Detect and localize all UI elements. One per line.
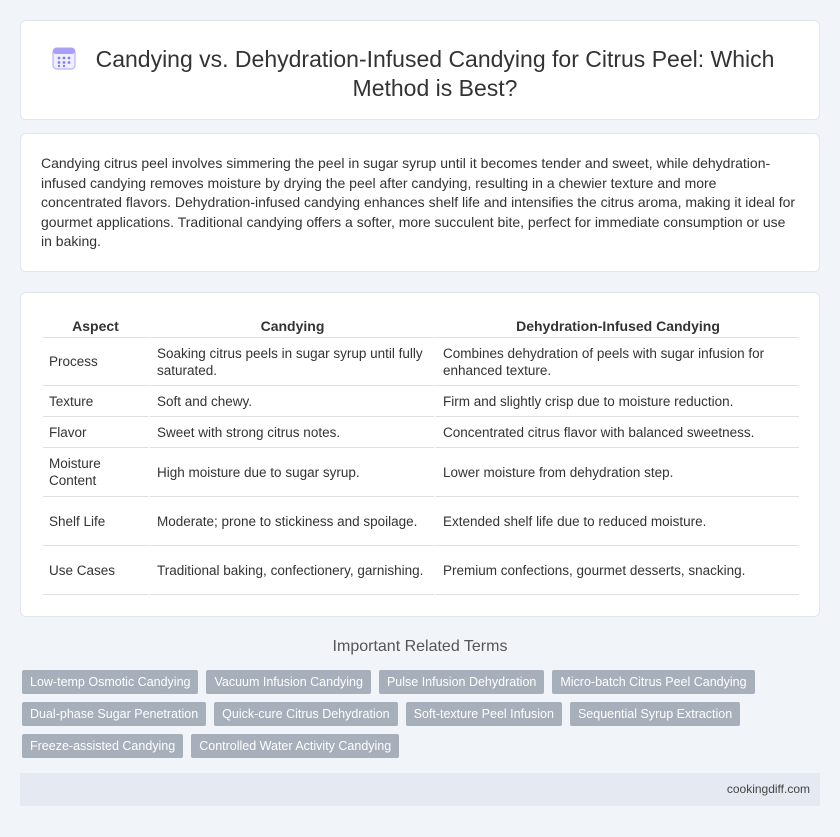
related-term-tag[interactable]: Pulse Infusion Dehydration bbox=[379, 670, 544, 694]
table-row bbox=[43, 448, 799, 497]
comparison-table bbox=[43, 313, 799, 595]
cell-candying: High moisture due to sugar syrup. bbox=[148, 448, 434, 497]
intro-card bbox=[20, 133, 820, 272]
footer bbox=[20, 773, 820, 806]
title-card bbox=[20, 20, 820, 120]
cell-candying: Sweet with strong citrus notes. bbox=[148, 417, 434, 448]
table-row bbox=[43, 338, 799, 386]
cell-candying: Soft and chewy. bbox=[148, 386, 434, 417]
table-row bbox=[43, 497, 799, 546]
cell-candying: Traditional baking, confectionery, garnishing. bbox=[148, 546, 434, 595]
cell-aspect: Texture bbox=[43, 386, 148, 417]
related-term-tag[interactable]: Vacuum Infusion Candying bbox=[206, 670, 370, 694]
table-header-row bbox=[43, 313, 799, 338]
cell-aspect: Flavor bbox=[43, 417, 148, 448]
table-row bbox=[43, 417, 799, 448]
related-terms-title: Important Related Terms bbox=[332, 638, 508, 655]
table-row bbox=[43, 386, 799, 417]
cell-aspect: Moisture Content bbox=[43, 448, 148, 497]
page-title: Candying vs. Dehydration-Infused Candying for Citrus Peel: Which Method is Best? bbox=[95, 46, 775, 101]
cell-aspect: Use Cases bbox=[43, 546, 148, 595]
related-term-tag[interactable]: Freeze-assisted Candying bbox=[22, 734, 183, 758]
related-term-tag[interactable]: Controlled Water Activity Candying bbox=[191, 734, 399, 758]
cell-dehydration: Extended shelf life due to reduced moisture. bbox=[434, 497, 799, 546]
related-term-tag[interactable]: Sequential Syrup Extraction bbox=[570, 702, 740, 726]
related-term-tag[interactable]: Soft-texture Peel Infusion bbox=[406, 702, 562, 726]
intro-paragraph: Candying citrus peel involves simmering the peel in sugar syrup until it becomes tender and sweet, while dehydration-infused candying removes moisture by drying the peel after candying, resulting in a chewier texture and more concentrated flavors. Dehydration-infused candying enhances shelf life and intensifies the citrus aroma, making it ideal for gourmet applications. Traditional candying offers a softer, more succulent bite, perfect for immediate consumption or use in baking. bbox=[41, 155, 796, 249]
related-term-tag[interactable]: Quick-cure Citrus Dehydration bbox=[214, 702, 397, 726]
cell-dehydration: Firm and slightly crisp due to moisture reduction. bbox=[434, 386, 799, 417]
comparison-table-card bbox=[20, 292, 820, 617]
related-term-tag[interactable]: Dual-phase Sugar Penetration bbox=[22, 702, 206, 726]
header-candying: Candying bbox=[148, 313, 434, 338]
related-term-tag[interactable]: Micro-batch Citrus Peel Candying bbox=[552, 670, 754, 694]
related-term-tag[interactable]: Low-temp Osmotic Candying bbox=[22, 670, 198, 694]
related-terms-list bbox=[22, 670, 782, 766]
cell-candying: Moderate; prone to stickiness and spoilage. bbox=[148, 497, 434, 546]
cell-aspect: Shelf Life bbox=[43, 497, 148, 546]
cell-dehydration: Concentrated citrus flavor with balanced sweetness. bbox=[434, 417, 799, 448]
cell-dehydration: Premium confections, gourmet desserts, snacking. bbox=[434, 546, 799, 595]
table-row bbox=[43, 546, 799, 595]
footer-site-link[interactable]: cookingdiff.com bbox=[726, 782, 810, 796]
cell-aspect: Process bbox=[43, 338, 148, 386]
cell-dehydration: Lower moisture from dehydration step. bbox=[434, 448, 799, 497]
cell-candying: Soaking citrus peels in sugar syrup until fully saturated. bbox=[148, 338, 434, 386]
cell-dehydration: Combines dehydration of peels with sugar infusion for enhanced texture. bbox=[434, 338, 799, 386]
header-aspect: Aspect bbox=[43, 313, 148, 338]
header-dehydration-infused: Dehydration-Infused Candying bbox=[434, 313, 799, 338]
